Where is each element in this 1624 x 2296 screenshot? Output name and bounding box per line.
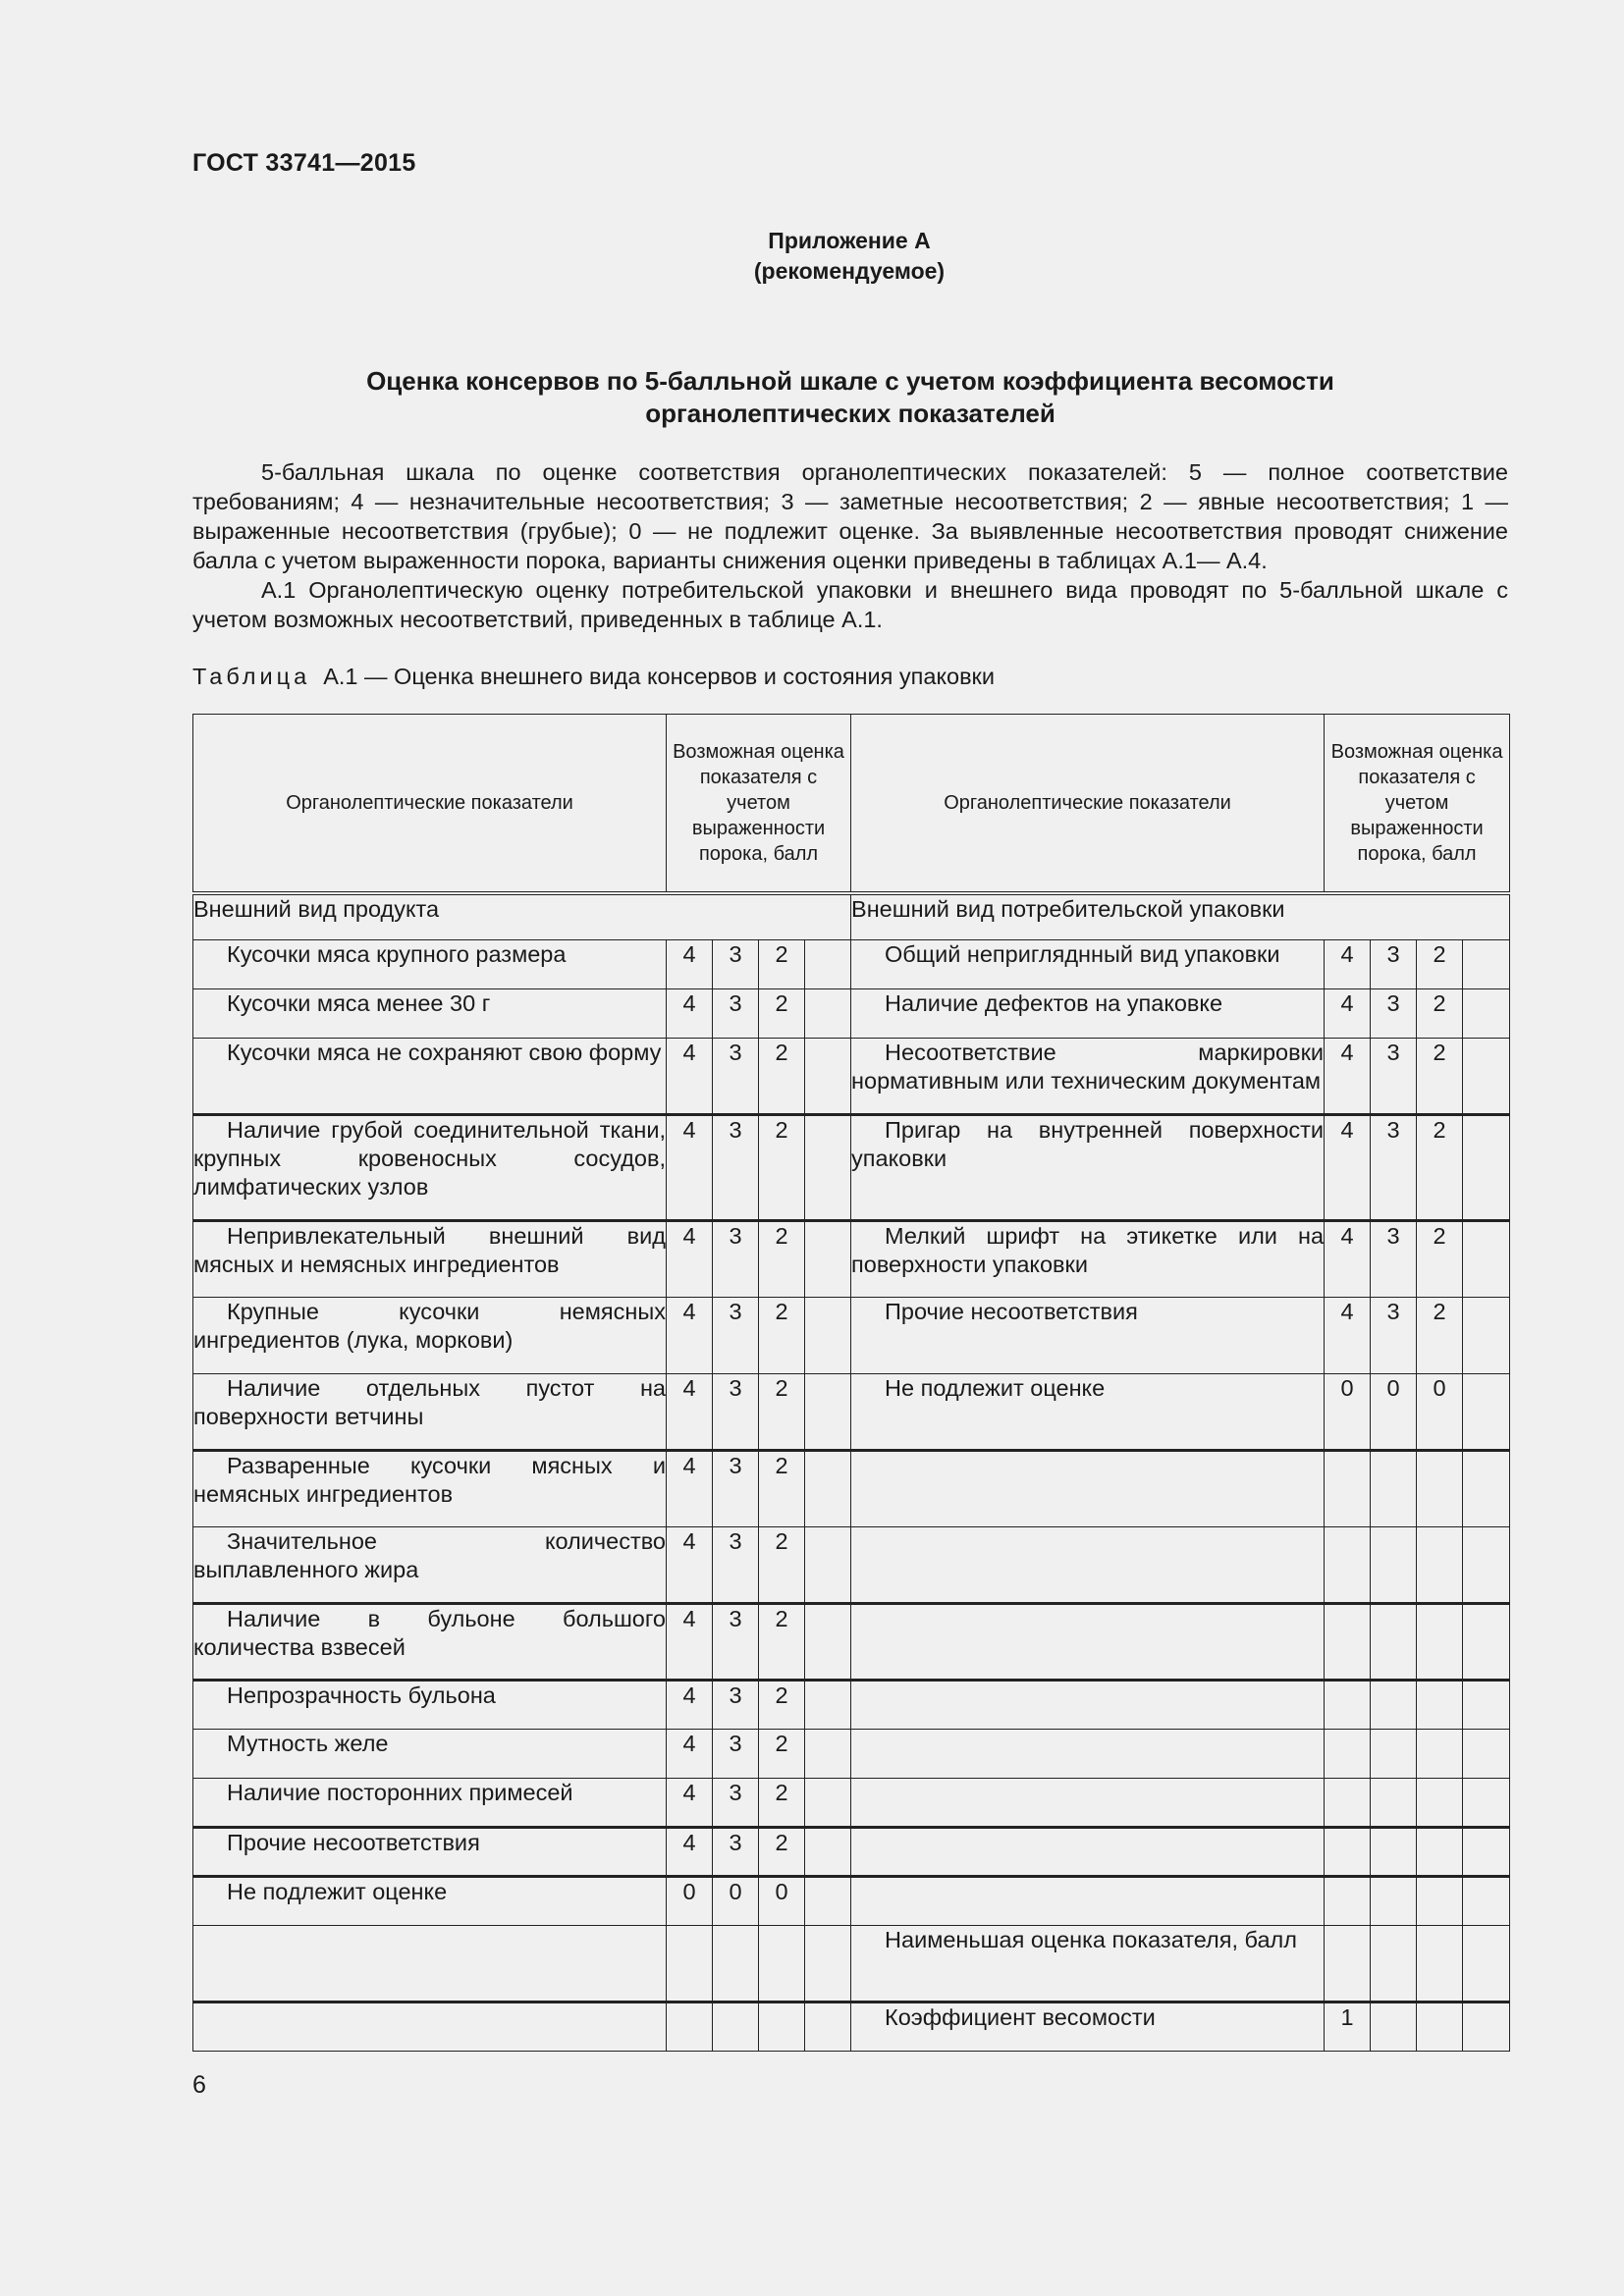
- score-cell-right: [1371, 1681, 1417, 1730]
- score-cell-left: [805, 1039, 851, 1115]
- score-cell-left: 3: [713, 1221, 759, 1298]
- indicator-text-left: Кусочки мяса не сохраняют свою форму: [227, 1040, 662, 1065]
- score-cell-left: [759, 2002, 805, 2052]
- score-cell-right: [1325, 1451, 1371, 1527]
- score-cell-right: [1417, 1604, 1463, 1681]
- score-cell-right: [1325, 1779, 1371, 1828]
- score-cell-left: 3: [713, 1730, 759, 1779]
- score-cell-left: 3: [713, 1298, 759, 1374]
- score-cell-left: [805, 1779, 851, 1828]
- score-cell-right: [1463, 1926, 1510, 2002]
- score-cell-right: 3: [1371, 1039, 1417, 1115]
- score-cell-right: 3: [1371, 940, 1417, 989]
- score-cell-right: [1463, 1374, 1510, 1451]
- score-cell-left: [805, 2002, 851, 2052]
- score-cell-left: 2: [759, 1039, 805, 1115]
- indicator-cell-right: [851, 1298, 1325, 1374]
- score-cell-right: [1463, 1039, 1510, 1115]
- indicator-cell-right: [851, 1877, 1325, 1926]
- section-title: [192, 365, 1508, 430]
- table-row: [193, 1039, 1510, 1115]
- score-cell-right: [1371, 1451, 1417, 1527]
- indicator-text-right: Наличие дефектов на упаковке: [885, 990, 1223, 1016]
- evaluation-table: [192, 714, 1510, 2052]
- indicator-cell-right: [851, 1926, 1325, 2002]
- score-cell-right: 4: [1325, 989, 1371, 1039]
- score-cell-left: [805, 1828, 851, 1877]
- score-cell-left: 4: [667, 1527, 713, 1604]
- score-cell-right: 3: [1371, 1115, 1417, 1221]
- score-cell-left: 4: [667, 1374, 713, 1451]
- section-title-line2: органолептических показателей: [645, 399, 1056, 428]
- indicator-cell-left: [193, 2002, 667, 2052]
- score-cell-left: [805, 1451, 851, 1527]
- score-cell-left: 0: [667, 1877, 713, 1926]
- score-cell-right: [1371, 1877, 1417, 1926]
- score-cell-right: [1371, 2002, 1417, 2052]
- score-cell-right: [1417, 1730, 1463, 1779]
- indicator-cell-left: [193, 1527, 667, 1604]
- score-cell-right: [1417, 1451, 1463, 1527]
- indicator-cell-left: [193, 1374, 667, 1451]
- score-cell-left: 3: [713, 1779, 759, 1828]
- indicator-text-right: Не подлежит оценке: [885, 1375, 1106, 1401]
- indicator-cell-right: [851, 989, 1325, 1039]
- score-cell-right: [1463, 1298, 1510, 1374]
- table-row: [193, 1779, 1510, 1828]
- table-row: [193, 1828, 1510, 1877]
- body-text: [192, 457, 1508, 634]
- indicator-cell-right: [851, 1604, 1325, 1681]
- table-row: [193, 1451, 1510, 1527]
- score-cell-right: [1463, 2002, 1510, 2052]
- score-cell-left: 4: [667, 1779, 713, 1828]
- score-cell-left: 4: [667, 989, 713, 1039]
- score-cell-left: 4: [667, 1730, 713, 1779]
- score-cell-left: [805, 1298, 851, 1374]
- score-cell-left: 3: [713, 1039, 759, 1115]
- score-cell-right: 2: [1417, 989, 1463, 1039]
- table-row: [193, 1374, 1510, 1451]
- header-indicators-left: Органолептические показатели: [193, 715, 667, 893]
- score-cell-left: [805, 1926, 851, 2002]
- score-cell-left: 2: [759, 1681, 805, 1730]
- indicator-text-right: Мелкий шрифт на этикетке или на поверхности упаковки: [851, 1223, 1325, 1277]
- indicator-cell-left: [193, 1779, 667, 1828]
- score-cell-left: [805, 1730, 851, 1779]
- indicator-text-left: Непривлекательный внешний вид мясных и немясных ингредиентов: [193, 1223, 666, 1277]
- indicator-text-right: Пригар на внутренней поверхности упаковки: [851, 1117, 1325, 1171]
- indicator-cell-right: [851, 2002, 1325, 2052]
- appendix-subtitle: (рекомендуемое): [753, 258, 946, 284]
- indicator-cell-left: [193, 1221, 667, 1298]
- indicator-cell-right: [851, 1828, 1325, 1877]
- score-cell-left: 2: [759, 1527, 805, 1604]
- indicator-cell-left: [193, 1604, 667, 1681]
- indicator-text-left: Кусочки мяса крупного размера: [227, 941, 567, 967]
- score-cell-right: 2: [1417, 1221, 1463, 1298]
- score-cell-right: [1417, 1779, 1463, 1828]
- indicator-text-left: Наличие грубой соединительной ткани, крупных кровеносных сосудов, лимфатических узлов: [193, 1117, 666, 1200]
- score-cell-left: 2: [759, 989, 805, 1039]
- indicator-cell-left: [193, 1730, 667, 1779]
- score-cell-left: 3: [713, 1451, 759, 1527]
- score-cell-left: 4: [667, 1828, 713, 1877]
- indicator-cell-left: [193, 1115, 667, 1221]
- table-row: [193, 940, 1510, 989]
- indicator-text-left: Прочие несоответствия: [227, 1830, 480, 1855]
- score-cell-right: 3: [1371, 1298, 1417, 1374]
- score-cell-right: 4: [1325, 940, 1371, 989]
- table-row: [193, 1730, 1510, 1779]
- table-row: [193, 1926, 1510, 2002]
- score-cell-left: [805, 1374, 851, 1451]
- indicator-text-right: Несоответствие маркировки нормативным или техническим документам: [851, 1040, 1325, 1094]
- score-cell-left: [805, 1877, 851, 1926]
- indicator-cell-right: [851, 1779, 1325, 1828]
- score-cell-left: [805, 1115, 851, 1221]
- score-cell-left: 3: [713, 1115, 759, 1221]
- score-cell-left: 3: [713, 1681, 759, 1730]
- indicator-cell-right: [851, 1527, 1325, 1604]
- indicator-cell-right: [851, 1451, 1325, 1527]
- score-cell-left: [667, 1926, 713, 2002]
- score-cell-right: [1371, 1926, 1417, 2002]
- score-cell-right: [1463, 1779, 1510, 1828]
- score-cell-right: 2: [1417, 1039, 1463, 1115]
- score-cell-right: 0: [1325, 1374, 1371, 1451]
- indicator-cell-left: [193, 989, 667, 1039]
- indicator-cell-left: [193, 1877, 667, 1926]
- score-cell-right: [1417, 1926, 1463, 2002]
- indicator-text-right: Коэффициент весомости: [885, 2004, 1156, 2030]
- score-cell-left: 2: [759, 1828, 805, 1877]
- score-cell-left: [805, 989, 851, 1039]
- table-caption-text: А.1 — Оценка внешнего вида консервов и состояния упаковки: [323, 664, 995, 689]
- header-score-left: Возможная оценка показателя с учетом выраженности порока, балл: [667, 715, 851, 893]
- score-cell-left: [713, 1926, 759, 2002]
- indicator-cell-right: [851, 1039, 1325, 1115]
- score-cell-right: [1325, 1926, 1371, 2002]
- score-cell-right: [1417, 1877, 1463, 1926]
- score-cell-right: [1463, 1115, 1510, 1221]
- score-cell-left: 2: [759, 1115, 805, 1221]
- table-row: [193, 2002, 1510, 2052]
- table-row: [193, 1681, 1510, 1730]
- score-cell-left: [759, 1926, 805, 2002]
- score-cell-left: 2: [759, 1604, 805, 1681]
- score-cell-left: 3: [713, 1828, 759, 1877]
- table-row: [193, 1115, 1510, 1221]
- indicator-text-right: Наименьшая оценка показателя, балл: [885, 1927, 1297, 1952]
- table-row: [193, 989, 1510, 1039]
- score-cell-left: 2: [759, 1730, 805, 1779]
- table-caption-label: Таблица: [192, 664, 311, 689]
- score-cell-right: 0: [1417, 1374, 1463, 1451]
- score-cell-right: 3: [1371, 1221, 1417, 1298]
- indicator-text-left: Значительное количество выплавленного жира: [193, 1528, 666, 1582]
- indicator-text-right: Общий непригляднный вид упаковки: [885, 941, 1280, 967]
- indicator-cell-left: [193, 1298, 667, 1374]
- score-cell-left: [667, 2002, 713, 2052]
- paragraph-a1: А.1 Органолептическую оценку потребительской упаковки и внешнего вида проводят по 5-балльной шкале с учетом возможных несоответствий, приведенных в таблице А.1.: [192, 577, 1508, 632]
- score-cell-left: 3: [713, 1527, 759, 1604]
- score-cell-right: 1: [1325, 2002, 1371, 2052]
- score-cell-right: [1417, 1681, 1463, 1730]
- indicator-text-left: Кусочки мяса менее 30 г: [227, 990, 491, 1016]
- score-cell-left: [805, 1221, 851, 1298]
- page-number: 6: [192, 2071, 206, 2099]
- score-cell-right: 2: [1417, 940, 1463, 989]
- score-cell-right: [1463, 1681, 1510, 1730]
- section-row: [193, 893, 1510, 940]
- score-cell-right: [1463, 1221, 1510, 1298]
- score-cell-right: [1463, 940, 1510, 989]
- score-cell-left: 2: [759, 1221, 805, 1298]
- score-cell-left: [713, 2002, 759, 2052]
- table-row: [193, 1298, 1510, 1374]
- score-cell-left: 2: [759, 1779, 805, 1828]
- score-cell-left: 4: [667, 1115, 713, 1221]
- section-title-line1: Оценка консервов по 5-балльной шкале с учетом коэффициента весомости: [366, 366, 1334, 396]
- section-label-left: Внешний вид продукта: [193, 893, 851, 940]
- score-cell-right: 4: [1325, 1115, 1371, 1221]
- score-cell-right: 4: [1325, 1298, 1371, 1374]
- score-cell-right: 3: [1371, 989, 1417, 1039]
- score-cell-right: [1371, 1527, 1417, 1604]
- appendix-heading: [0, 226, 1624, 287]
- indicator-text-left: Разваренные кусочки мясных и немясных ингредиентов: [193, 1453, 666, 1507]
- table-caption: [192, 664, 995, 690]
- indicator-text-left: Не подлежит оценке: [227, 1879, 448, 1904]
- score-cell-left: 3: [713, 1374, 759, 1451]
- indicator-cell-right: [851, 1681, 1325, 1730]
- table-header-row: [193, 715, 1510, 893]
- score-cell-left: 3: [713, 940, 759, 989]
- header-score-right: Возможная оценка показателя с учетом выраженности порока, балл: [1325, 715, 1510, 893]
- score-cell-right: 2: [1417, 1115, 1463, 1221]
- score-cell-left: 2: [759, 940, 805, 989]
- score-cell-left: [805, 1604, 851, 1681]
- indicator-text-left: Наличие в бульоне большого количества взвесей: [193, 1606, 666, 1660]
- table-row: [193, 1877, 1510, 1926]
- score-cell-left: 4: [667, 1681, 713, 1730]
- score-cell-right: [1463, 1877, 1510, 1926]
- score-cell-right: [1417, 2002, 1463, 2052]
- score-cell-left: 4: [667, 1604, 713, 1681]
- indicator-text-left: Наличие посторонних примесей: [227, 1780, 573, 1805]
- indicator-cell-left: [193, 1926, 667, 2002]
- score-cell-left: 4: [667, 1451, 713, 1527]
- score-cell-right: [1325, 1828, 1371, 1877]
- score-cell-left: 2: [759, 1298, 805, 1374]
- table-row: [193, 1527, 1510, 1604]
- indicator-cell-right: [851, 1221, 1325, 1298]
- score-cell-left: 0: [713, 1877, 759, 1926]
- table-row: [193, 1221, 1510, 1298]
- indicator-text-right: Прочие несоответствия: [885, 1299, 1138, 1324]
- indicator-cell-right: [851, 1115, 1325, 1221]
- score-cell-right: [1463, 1828, 1510, 1877]
- score-cell-right: [1325, 1730, 1371, 1779]
- indicator-cell-left: [193, 1828, 667, 1877]
- score-cell-right: [1417, 1828, 1463, 1877]
- score-cell-left: [805, 1527, 851, 1604]
- score-cell-left: 3: [713, 989, 759, 1039]
- score-cell-left: [805, 940, 851, 989]
- indicator-cell-left: [193, 940, 667, 989]
- header-indicators-right: Органолептические показатели: [851, 715, 1325, 893]
- score-cell-left: 4: [667, 1298, 713, 1374]
- document-code: ГОСТ 33741—2015: [192, 149, 416, 177]
- indicator-text-left: Непрозрачность бульона: [227, 1682, 496, 1708]
- indicator-cell-right: [851, 1730, 1325, 1779]
- score-cell-right: [1325, 1604, 1371, 1681]
- indicator-cell-left: [193, 1451, 667, 1527]
- score-cell-left: 4: [667, 1039, 713, 1115]
- score-cell-right: [1325, 1527, 1371, 1604]
- score-cell-left: 2: [759, 1451, 805, 1527]
- score-cell-right: [1371, 1730, 1417, 1779]
- score-cell-right: [1463, 1730, 1510, 1779]
- score-cell-right: [1371, 1779, 1417, 1828]
- score-cell-right: [1371, 1604, 1417, 1681]
- score-cell-right: [1463, 1451, 1510, 1527]
- section-label-right: Внешний вид потребительской упаковки: [851, 893, 1510, 940]
- score-cell-left: 0: [759, 1877, 805, 1926]
- indicator-cell-left: [193, 1681, 667, 1730]
- score-cell-right: 4: [1325, 1039, 1371, 1115]
- indicator-text-left: Крупные кусочки немясных ингредиентов (лука, моркови): [193, 1299, 666, 1353]
- score-cell-right: [1463, 1604, 1510, 1681]
- indicator-text-left: Наличие отдельных пустот на поверхности ветчины: [193, 1375, 666, 1429]
- score-cell-right: 2: [1417, 1298, 1463, 1374]
- table-row: [193, 1604, 1510, 1681]
- indicator-cell-right: [851, 940, 1325, 989]
- indicator-cell-left: [193, 1039, 667, 1115]
- score-cell-right: 4: [1325, 1221, 1371, 1298]
- indicator-text-left: Мутность желе: [227, 1731, 389, 1756]
- paragraph-scale: 5-балльная шкала по оценке соответствия органолептических показателей: 5 — полное соответствие требованиям; 4 — незначительные несоответствия; 3 — заметные несоответствия; 2 — явные несоответствия; 1 — выраженные несоответствия (грубые); 0 — не подлежит оценке. За выявленные несоответствия проводят снижение балла с учетом выраженности порока, варианты снижения оценки приведены в таблицах А.1— А.4.: [192, 459, 1508, 573]
- score-cell-left: 4: [667, 940, 713, 989]
- appendix-title: Приложение А: [768, 228, 931, 253]
- score-cell-right: [1325, 1877, 1371, 1926]
- score-cell-right: [1325, 1681, 1371, 1730]
- score-cell-left: 2: [759, 1374, 805, 1451]
- indicator-cell-right: [851, 1374, 1325, 1451]
- score-cell-left: 3: [713, 1604, 759, 1681]
- score-cell-right: [1371, 1828, 1417, 1877]
- score-cell-left: [805, 1681, 851, 1730]
- score-cell-right: [1463, 1527, 1510, 1604]
- score-cell-right: [1417, 1527, 1463, 1604]
- score-cell-right: [1463, 989, 1510, 1039]
- score-cell-right: 0: [1371, 1374, 1417, 1451]
- score-cell-left: 4: [667, 1221, 713, 1298]
